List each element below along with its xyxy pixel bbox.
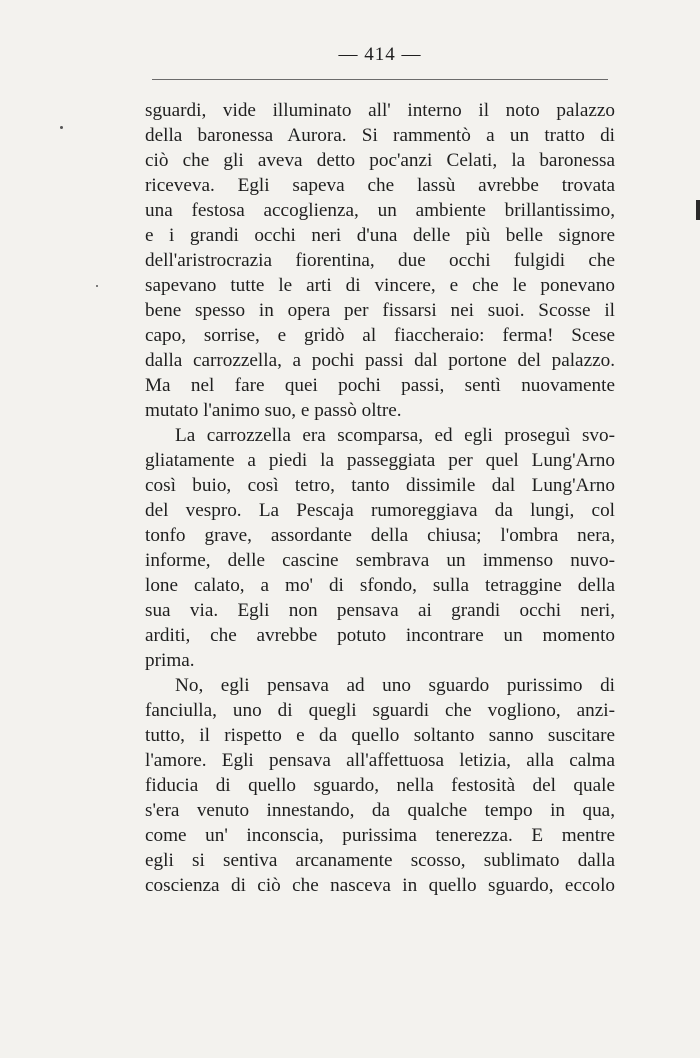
header-rule	[152, 79, 608, 80]
paragraph	[145, 673, 615, 898]
paper-speck	[60, 126, 63, 129]
text-line: capo, sorrise, e gridò al fiaccheraio: ferma! Scese	[145, 325, 615, 346]
text-line: riceveva. Egli sapeva che lassù avrebbe trovata	[145, 175, 615, 196]
text-line: La carrozzella era scomparsa, ed egli proseguì svo-	[175, 425, 615, 446]
text-line: egli si sentiva arcanamente scosso, sublimato dalla	[145, 850, 615, 871]
text-line: ciò che gli aveva detto poc'anzi Celati, la baronessa	[145, 150, 615, 171]
text-line: così buio, così tetro, tanto dissimile dal Lung'Arno	[145, 475, 615, 496]
page-edge-mark	[696, 200, 700, 220]
text-line: No, egli pensava ad uno sguardo purissimo di	[175, 675, 615, 696]
text-line: e i grandi occhi neri d'una delle più belle signore	[145, 225, 615, 246]
text-line: fiducia di quello sguardo, nella festosità del quale	[145, 775, 615, 796]
text-line: dell'aristrocrazia fiorentina, due occhi fulgidi che	[145, 250, 615, 271]
text-line: bene spesso in opera per fissarsi nei suoi. Scosse il	[145, 300, 615, 321]
text-line: una festosa accoglienza, un ambiente brillantissimo,	[145, 200, 615, 221]
text-line: lone calato, a mo' di sfondo, sulla tetraggine della	[145, 575, 615, 596]
text-line: gliatamente a piedi la passeggiata per quel Lung'Arno	[145, 450, 615, 471]
text-line: dalla carrozzella, a pochi passi dal portone del palazzo.	[145, 350, 615, 371]
text-line: prima.	[145, 650, 195, 671]
text-line: fanciulla, uno di quegli sguardi che vogliono, anzi-	[145, 700, 615, 721]
text-line: sua via. Egli non pensava ai grandi occhi neri,	[145, 600, 615, 621]
page-number: — 414 —	[338, 44, 422, 65]
text-line: tutto, il rispetto e da quello soltanto sanno suscitare	[145, 725, 615, 746]
text-line: della baronessa Aurora. Si rammentò a un tratto di	[145, 125, 615, 146]
text-line: sapevano tutte le arti di vincere, e che le ponevano	[145, 275, 615, 296]
text-line: Ma nel fare quei pochi passi, sentì nuovamente	[145, 375, 615, 396]
text-line: informe, delle cascine sembrava un immenso nuvo-	[145, 550, 615, 571]
paragraph	[145, 98, 615, 423]
paper-speck	[96, 285, 98, 287]
text-line: s'era venuto innestando, da qualche tempo in qua,	[145, 800, 615, 821]
text-line: come un' inconscia, purissima tenerezza. E mentre	[145, 825, 615, 846]
body-text	[145, 98, 615, 898]
text-line: mutato l'animo suo, e passò oltre.	[145, 400, 402, 421]
text-line: tonfo grave, assordante della chiusa; l'ombra nera,	[145, 525, 615, 546]
paragraph	[145, 423, 615, 673]
text-line: del vespro. La Pescaja rumoreggiava da lungi, col	[145, 500, 615, 521]
text-line: arditi, che avrebbe potuto incontrare un momento	[145, 625, 615, 646]
text-line: sguardi, vide illuminato all' interno il noto palazzo	[145, 100, 615, 121]
text-line: l'amore. Egli pensava all'affettuosa letizia, alla calma	[145, 750, 615, 771]
text-line: coscienza di ciò che nasceva in quello sguardo, eccolo	[145, 875, 615, 896]
